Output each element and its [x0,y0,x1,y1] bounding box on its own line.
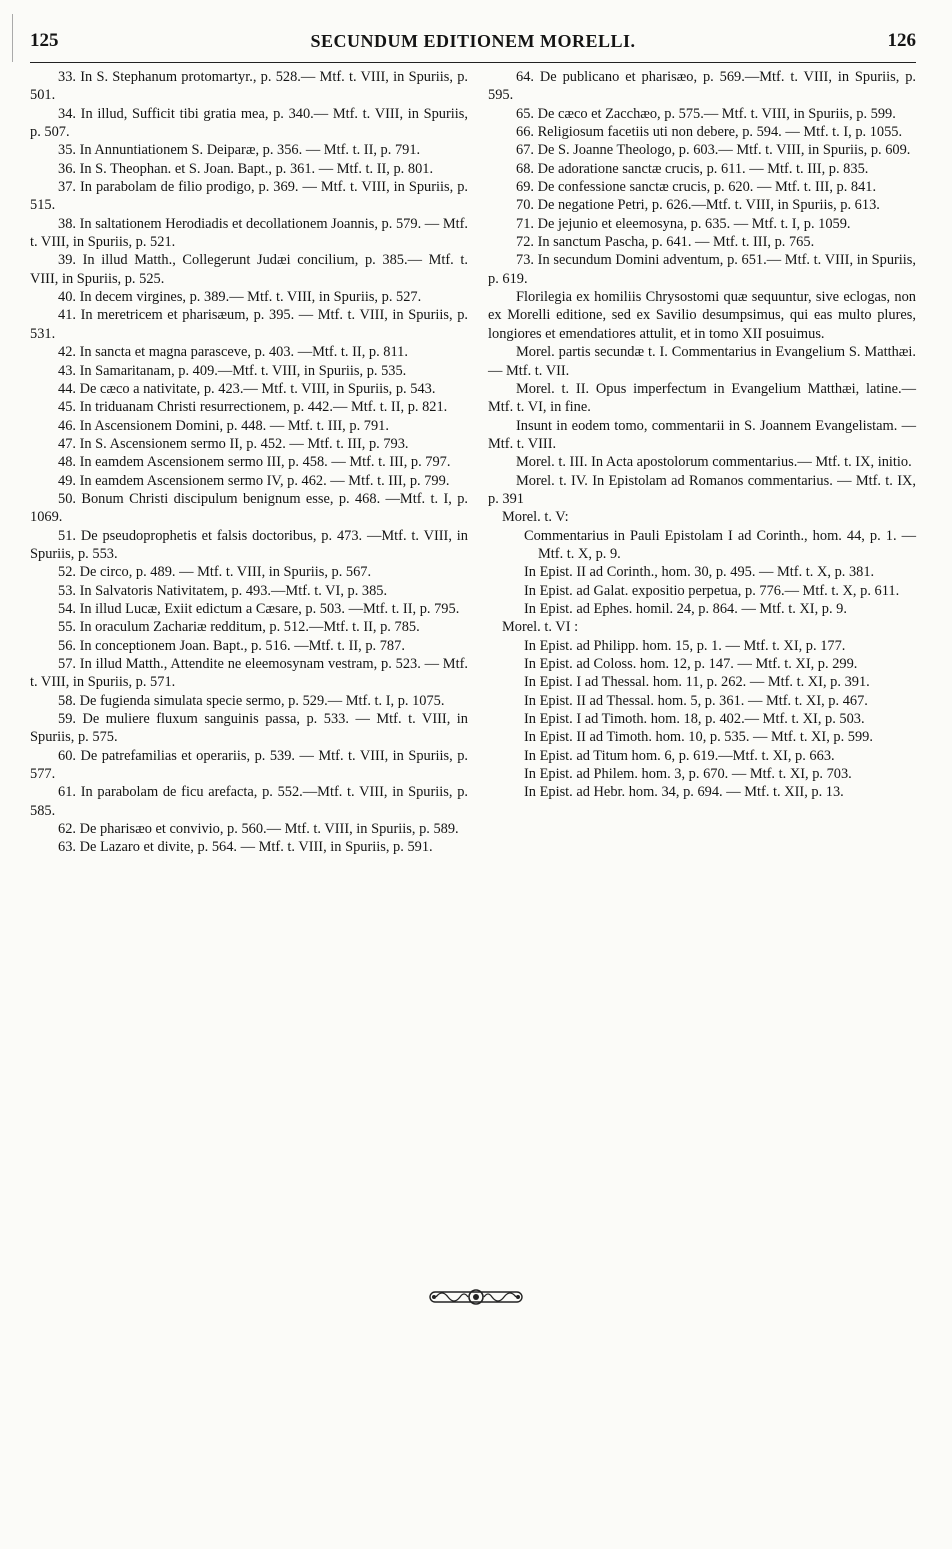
homily-entry: 57. In illud Matth., Attendite ne eleemosynam vestram, p. 523. — Mtf. t. VIII, in Spuriis, p. 571. [30,656,468,691]
homily-entry: 51. De pseudoprophetis et falsis doctoribus, p. 473. —Mtf. t. VIII, in Spuriis, p. 553. [30,527,468,562]
homily-entry: 37. In parabolam de filio prodigo, p. 369. — Mtf. t. VIII, in Spuriis, p. 515. [30,179,468,214]
commentary-item: Commentarius in Pauli Epistolam I ad Corinth., hom. 44, p. 1. —Mtf. t. X, p. 9. [524,527,916,562]
volume-vi-list [488,637,916,802]
homily-entry: 38. In saltationem Herodiadis et decollationem Joannis, p. 579. — Mtf. t. VIII, in Spuriis, p. 521. [30,215,468,251]
homily-entry: 34. In illud, Sufficit tibi gratia mea, p. 340.— Mtf. t. VIII, in Spuriis, p. 507. [30,105,468,141]
commentary-item: In Epist. ad Philem. hom. 3, p. 670. — Mtf. t. XI, p. 703. [524,766,852,783]
ornament-container [0,1286,952,1313]
homily-entry: 50. Bonum Christi discipulum benignum esse, p. 468. —Mtf. t. I, p. 1069. [30,490,468,526]
homily-entry: 47. In S. Ascensionem sermo II, p. 452. — Mtf. t. III, p. 793. [58,435,409,452]
homily-entry: 59. De muliere fluxum sanguinis passa, p. 533. — Mtf. t. VIII, in Spuriis, p. 575. [30,711,468,746]
homily-entry: 46. In Ascensionem Domini, p. 448. — Mtf. t. III, p. 791. [58,417,389,434]
homily-entry: 53. In Salvatoris Nativitatem, p. 493.—Mtf. t. VI, p. 385. [58,582,388,599]
commentary-item: In Epist. II ad Corinth., hom. 30, p. 495. — Mtf. t. X, p. 381. [524,564,875,581]
homily-entry: 65. De cæco et Zacchæo, p. 575.— Mtf. t. VIII, in Spuriis, p. 599. [516,105,896,122]
running-title: SECUNDUM EDITIONEM MORELLI. [310,31,636,51]
left-page-number: 125 [30,30,59,51]
homily-entry: 54. In illud Lucæ, Exiit edictum a Cæsare, p. 503. —Mtf. t. II, p. 795. [58,600,460,617]
homily-entry: 69. De confessione sanctæ crucis, p. 620. — Mtf. t. III, p. 841. [516,179,877,196]
editorial-notes [488,288,916,508]
homily-entry: 41. In meretricem et pharisæum, p. 395. — Mtf. t. VIII, in Spuriis, p. 531. [30,307,468,342]
homily-entry: 35. In Annuntiationem S. Deiparæ, p. 356. — Mtf. t. II, p. 791. [58,142,421,159]
commentary-item: In Epist. ad Titum hom. 6, p. 619.—Mtf. t. XI, p. 663. [524,747,835,764]
commentary-item: In Epist. I ad Timoth. hom. 18, p. 402.— Mtf. t. XI, p. 503. [524,711,865,728]
homily-entry: 71. De jejunio et eleemosyna, p. 635. — Mtf. t. I, p. 1059. [516,215,851,232]
homily-entry: 72. In sanctum Pascha, p. 641. — Mtf. t. III, p. 765. [516,234,815,251]
homily-entry: 67. De S. Joanne Theologo, p. 603.— Mtf. t. VIII, in Spuriis, p. 609. [516,142,911,159]
commentary-item: In Epist. I ad Thessal. hom. 11, p. 262. — Mtf. t. XI, p. 391. [524,674,870,691]
left-column [30,68,468,857]
editorial-note: Insunt in eodem tomo, commentarii in S. Joannem Evangelistam. — Mtf. t. VIII. [488,417,916,452]
homily-entry: 68. De adoratione sanctæ crucis, p. 611. — Mtf. t. III, p. 835. [516,160,869,177]
homily-entry: 62. De pharisæo et convivio, p. 560.— Mtf. t. VIII, in Spuriis, p. 589. [58,821,459,838]
homily-entry: 33. In S. Stephanum protomartyr., p. 528.— Mtf. t. VIII, in Spuriis, p. 501. [30,69,468,104]
volume-v-list [488,527,916,619]
page-edge-mark [12,14,13,62]
editorial-note: Morel. t. IV. In Epistolam ad Romanos commentarius. — Mtf. t. IX, p. 391 [488,472,916,507]
homily-entry: 56. In conceptionem Joan. Bapt., p. 516. —Mtf. t. II, p. 787. [58,637,405,654]
homily-entry: 52. De circo, p. 489. — Mtf. t. VIII, in Spuriis, p. 567. [58,564,372,581]
homily-entry: 49. In eamdem Ascensionem sermo IV, p. 462. — Mtf. t. III, p. 799. [58,472,450,489]
editorial-note: Morel. t. III. In Acta apostolorum commentarius.— Mtf. t. IX, initio. [516,454,912,471]
commentary-item: In Epist. II ad Timoth. hom. 10, p. 535. — Mtf. t. XI, p. 599. [524,729,873,746]
homily-entry: 66. Religiosum facetiis uti non debere, p. 594. — Mtf. t. I, p. 1055. [516,124,903,141]
right-page-number: 126 [887,30,916,51]
header-rule [30,62,916,63]
commentary-item: In Epist. ad Galat. expositio perpetua, p. 776.— Mtf. t. X, p. 611. [524,582,900,599]
homily-entry: 42. In sancta et magna parasceve, p. 403. —Mtf. t. II, p. 811. [58,344,408,361]
decorative-ornament-icon [428,1286,524,1308]
right-entries [488,68,916,288]
homily-entry: 48. In eamdem Ascensionem sermo III, p. 458. — Mtf. t. III, p. 797. [58,454,451,471]
homily-entry: 63. De Lazaro et divite, p. 564. — Mtf. t. VIII, in Spuriis, p. 591. [58,839,433,856]
homily-entry: 43. In Samaritanam, p. 409.—Mtf. t. VIII, in Spuriis, p. 535. [58,362,407,379]
homily-entry: 55. In oraculum Zachariæ redditum, p. 512.—Mtf. t. II, p. 785. [58,619,420,636]
homily-entry: 61. In parabolam de ficu arefacta, p. 552.—Mtf. t. VIII, in Spuriis, p. 585. [30,784,468,819]
editorial-note: Morel. t. II. Opus imperfectum in Evangelium Matthæi, latine.— Mtf. t. VI, in fine. [488,380,916,416]
homily-entry: 40. In decem virgines, p. 389.— Mtf. t. VIII, in Spuriis, p. 527. [58,289,422,306]
homily-entry: 70. De negatione Petri, p. 626.—Mtf. t. VIII, in Spuriis, p. 613. [516,197,880,214]
commentary-item: In Epist. ad Coloss. hom. 12, p. 147. — Mtf. t. XI, p. 299. [524,656,858,672]
homily-entry: 44. De cæco a nativitate, p. 423.— Mtf. t. VIII, in Spuriis, p. 543. [58,380,436,397]
volume-v-heading: Morel. t. V: [502,509,569,526]
homily-entry: 36. In S. Theophan. et S. Joan. Bapt., p. 361. — Mtf. t. II, p. 801. [58,160,434,177]
volume-vi-heading: Morel. t. VI : [502,619,579,636]
homily-entry: 58. De fugienda simulata specie sermo, p. 529.— Mtf. t. I, p. 1075. [58,692,445,709]
homily-entry: 73. In secundum Domini adventum, p. 651.— Mtf. t. VIII, in Spuriis, p. 619. [488,252,916,287]
homily-entry: 64. De publicano et pharisæo, p. 569.—Mtf. t. VIII, in Spuriis, p. 595. [488,69,916,104]
commentary-item: In Epist. ad Philipp. hom. 15, p. 1. — Mtf. t. XI, p. 177. [524,637,846,654]
commentary-item: In Epist. ad Hebr. hom. 34, p. 694. — Mtf. t. XII, p. 13. [524,784,844,801]
commentary-item: In Epist. ad Ephes. homil. 24, p. 864. — Mtf. t. XI, p. 9. [524,600,847,617]
homily-entry: 45. In triduanam Christi resurrectionem, p. 442.— Mtf. t. II, p. 821. [58,399,448,416]
editorial-note: Morel. partis secundæ t. I. Commentarius in Evangelium S. Matthæi.— Mtf. t. VII. [488,344,916,379]
commentary-item: In Epist. II ad Thessal. hom. 5, p. 361. — Mtf. t. XI, p. 467. [524,692,868,709]
homily-entry: 60. De patrefamilias et operariis, p. 539. — Mtf. t. VIII, in Spuriis, p. 577. [30,747,468,783]
homily-entry: 39. In illud Matth., Collegerunt Judæi concilium, p. 385.— Mtf. t. VIII, in Spuriis, p. 525. [30,252,468,287]
running-header [30,30,916,56]
editorial-note: Florilegia ex homiliis Chrysostomi quæ sequuntur, sive eclogas, non ex Morelli editione, sed ex Savilio desumpsimus, qui eas multo plures, longiores et emendatiores attulit, et in tomo XII posuimus. [488,289,916,342]
right-column [488,68,916,802]
